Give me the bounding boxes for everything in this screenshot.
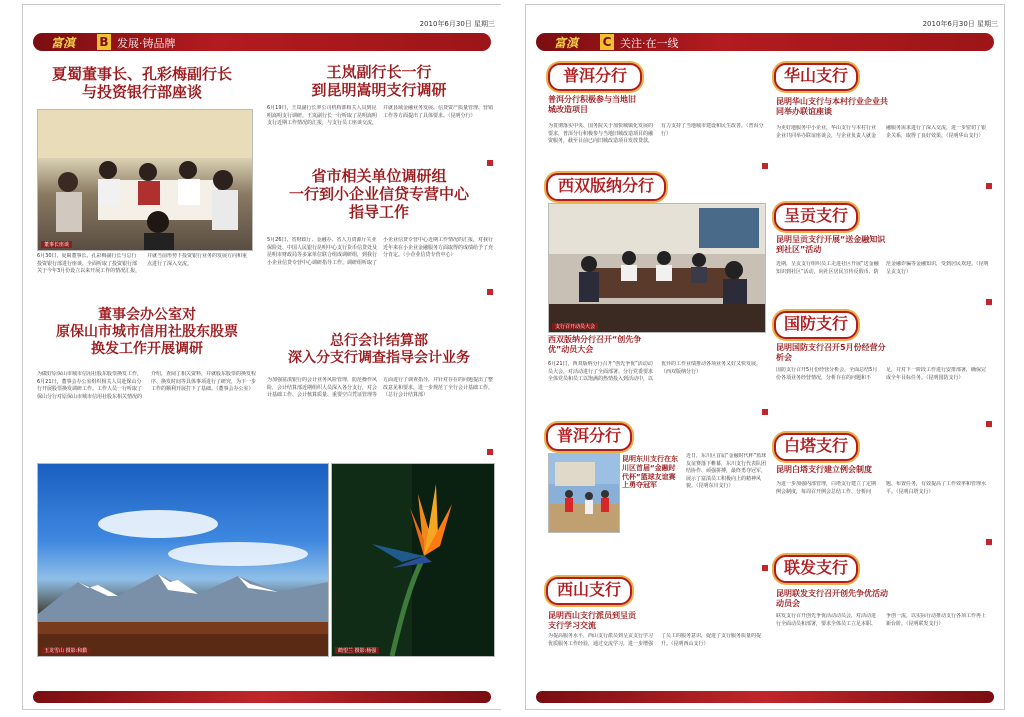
chenggong-headline: 昆明呈贡支行开展“送金融知识到社区”活动: [776, 235, 886, 254]
branch-label-xishan: 西山支行: [546, 577, 632, 605]
photo-caption: 支行召开动员大会: [552, 323, 598, 330]
page-footer: [33, 691, 491, 703]
article2-body: 6月19日，王岚副行长率公司机构部相关人员到昆明嵩明支行调研。王岚副行长一行听取了昆明嵩明支行近期工作情况的汇报，与支行员工座谈交流，并就县域金融业务发展、信贷资产质量管理、营销工作等方面提出了具体要求。（昆明分行）: [267, 105, 493, 126]
meeting-photo-art: [38, 110, 252, 250]
article3-title: [263, 167, 495, 221]
article3-title-line1: 省市相关单位调研组: [311, 167, 447, 185]
brand-logo: 富滇: [51, 36, 76, 50]
photo1-caption: 玉龙雪山 摄影:和勤: [41, 647, 90, 654]
puer2-body: 近日，东川区首届“金融时代杯”篮球友谊赛落下帷幕，东川支行代表队团结协作、顽强拼搏，最终勇夺冠军，展示了富滇员工积极向上的精神风貌。（昆明东川支行）: [686, 453, 767, 489]
guofang-body: 国防支行召开5月份经营分析会，全面总结5月份各项业务经营情况，分析存在的问题和不足，并对下一阶段工作进行安排部署，确保完成全年目标任务。（昆明国防支行）: [776, 367, 987, 381]
branch-label-puer: 普洱分行: [548, 63, 642, 91]
xishuangbanna-headline: 西双版纳分行召开“创先争优”动员大会: [548, 335, 642, 354]
article1-title: [31, 65, 253, 101]
lianfa-headline: 昆明联发支行召开创先争优活动动员会: [776, 589, 888, 608]
chenggong-body: 近期，呈贡支行组织员工走进社区开展“送金融知识到社区”活动，向社区居民宣传反假币、防范金融诈骗等金融知识，受到居民欢迎。（昆明呈贡支行）: [776, 261, 989, 275]
puer1-body: 为贯彻落实中央、国务院关于加快城镇化发展的要求，普洱分行积极参与当地旧城改造项目的融资服务，截至目前已向旧城改造项目发放贷款，有力支持了当地城市建设和民生改善。（普洱分行）: [548, 123, 764, 144]
article4-body: 为做好原保山市城市信用社股东股票换发工作，6月21日，董事会办公室组织相关人员赴保山分行开展股票换发调研工作。工作人员一行听取了保山分行对原保山市城市信用社股东相关情况的介绍，查阅了相关资料，并就股东股票的换发程序、换发时间等具体事项进行了研究，为下一步工作的顺利开展打下了基础。（董事会办公室）: [37, 371, 257, 400]
baita-headline: 昆明白塔支行建立例会制度: [776, 465, 872, 474]
article1-title-line2: 与投资银行部座谈: [81, 83, 202, 101]
xishan-headline: 昆明西山支行派员到呈贡支行学习交流: [548, 611, 636, 630]
puer2-side-headline: 昆明东川支行在东川区首届“金融时代杯”篮球友谊赛上勇夺冠军: [622, 455, 678, 490]
article2-title-line1: 王岚副行长一行: [326, 63, 432, 81]
branch-label-chenggong: 呈贡支行: [774, 203, 858, 231]
branch-label-xishuangbanna: 西双版纳分行: [546, 173, 666, 201]
brand-logo: 富滇: [554, 36, 579, 50]
article2-title-line2: 到昆明嵩明支行调研: [311, 81, 447, 99]
basketball-photo-art: [549, 454, 619, 532]
flower-photo-art: [332, 464, 494, 656]
article4-title: [31, 307, 263, 357]
section-header: [536, 33, 994, 51]
article5-body: 为加强富滇银行的会计业务风险管理，防范操作风险，会计结算部近期组织人员深入各分支行，对会计基础工作、会计核算质量、重要空白凭证管理等方面进行了调查指导，并针对存在的问题提出了整改意见和要求，进一步规范了全行会计基础工作。（总行会计结算部）: [267, 377, 493, 398]
huashan-headline: 昆明华山支行与本村行业企业共同举办联谊座谈: [776, 97, 888, 116]
end-mark: [986, 299, 992, 305]
photo2-caption: 鹤望兰 摄影:杨强: [335, 647, 379, 654]
article4-title-line1: 董事会办公室对: [98, 307, 196, 323]
guofang-headline: 昆明国防支行召开5月份经营分析会: [776, 343, 886, 362]
section-letter: B: [97, 34, 111, 50]
date-line: 2010年6月30日 星期三: [419, 20, 495, 28]
end-mark: [986, 539, 992, 545]
article1-body: 6月30日，夏蜀董事长、孔彩梅副行长与总行投资银行部进行座谈，全面听取了投资银行部关于今年3月份设立以来开展工作的情况汇报，并就当前形势下投资银行业务的发展方向和重点进行了深入交流。: [37, 253, 248, 274]
article2-title: [263, 63, 495, 99]
end-mark: [487, 160, 493, 166]
section-header: [33, 33, 491, 51]
end-mark: [986, 183, 992, 189]
section-title: 发展·铸品牌: [117, 37, 176, 50]
basketball-photo: [548, 453, 620, 533]
branch-label-huashan: 华山支行: [774, 63, 858, 91]
article3-body: 5月26日，省财政厅、金融办、省人力资源厅失业保险处、中国人民银行昆明中心支行货币信贷处及昆明市财政局等多家单位联合组成调研组，到我行小企业信贷专营中心调研指导工作。调研组听取了小企业信贷专营中心近期工作情况的汇报，对我行近年来在小企业金融服务方面取得的成绩给予了充分肯定。（小企业信贷专营中心）: [267, 237, 493, 266]
end-mark: [986, 421, 992, 427]
flower-photo: [331, 463, 495, 657]
date-line: 2010年6月30日 星期三: [922, 20, 998, 28]
end-mark: [762, 163, 768, 169]
end-mark: [762, 565, 768, 571]
end-mark: [487, 289, 493, 295]
article3-title-line2: 一行到小企业信贷专营中心: [288, 185, 469, 203]
article5-title-line2: 深入分支行调查指导会计业务: [288, 349, 470, 366]
branch-label-baita: 白塔支行: [774, 433, 858, 461]
branch-label-guofang: 国防支行: [774, 311, 858, 339]
baita-body: 为进一步加强内部管理，白塔支行建立了定期例会制度，每周召开例会总结工作、分析问题、布置任务，有效提高了工作效率和管理水平。（昆明白塔支行）: [776, 481, 987, 495]
left-page: [22, 4, 502, 710]
meeting-photo: [37, 109, 253, 251]
xishuangbanna-body: 6月21日，西双版纳分行召开“创先争优”活动动员大会，对活动进行了全面部署。分行党委要求全体党员和员工以饱满的热情投入到活动中，以优异的工作业绩推动各项业务又好又快发展。（西双版纳分行）: [548, 361, 762, 382]
article4-title-line3: 换发工作开展调研: [91, 340, 203, 357]
mountain-photo-art: [38, 464, 328, 656]
branch-label-puer-2: 普洱分行: [546, 423, 632, 451]
meeting-room-photo: [548, 203, 766, 333]
branch-label-lianfa: 联发支行: [774, 555, 858, 583]
end-mark: [762, 409, 768, 415]
page-footer: [536, 691, 994, 703]
puer1-headline: 普洱分行积极参与当地旧城改造项目: [548, 95, 636, 114]
section-title: 关注·在一线: [620, 37, 679, 50]
article3-title-line3: 指导工作: [348, 203, 409, 221]
meeting-room-photo-art: [549, 204, 765, 332]
article4-title-line2: 原保山市城市信用社股东股票: [56, 323, 238, 340]
lianfa-body: 联发支行召开创先争优活动动员会，对活动进行全面动员和部署，要求全体员工立足本职、争创一流，以实际行动推动支行各项工作再上新台阶。（昆明联发支行）: [776, 613, 987, 627]
article1-title-line1: 夏蜀董事长、孔彩梅副行长: [51, 65, 232, 83]
section-letter: C: [600, 34, 614, 50]
photo-caption: 董事长座谈: [41, 241, 72, 248]
right-page: [525, 4, 1005, 710]
mountain-photo: [37, 463, 329, 657]
xishan-body: 为提高服务水平，西山支行派员到呈贡支行学习优质服务工作经验，通过交流学习，进一步增强了员工的服务意识，促进了支行服务质量的提升。（昆明西山支行）: [548, 633, 762, 647]
end-mark: [487, 449, 493, 455]
huashan-body: 为更好地服务中小企业，华山支行与本村行业企业共同举办联谊座谈会，与企业负责人就金融服务需求进行了深入交流，进一步密切了银企关系，取得了良好效果。（昆明华山支行）: [776, 125, 987, 139]
page-gutter: [501, 0, 525, 717]
article5-title: [263, 333, 495, 367]
article5-title-line1: 总行会计结算部: [330, 333, 428, 349]
